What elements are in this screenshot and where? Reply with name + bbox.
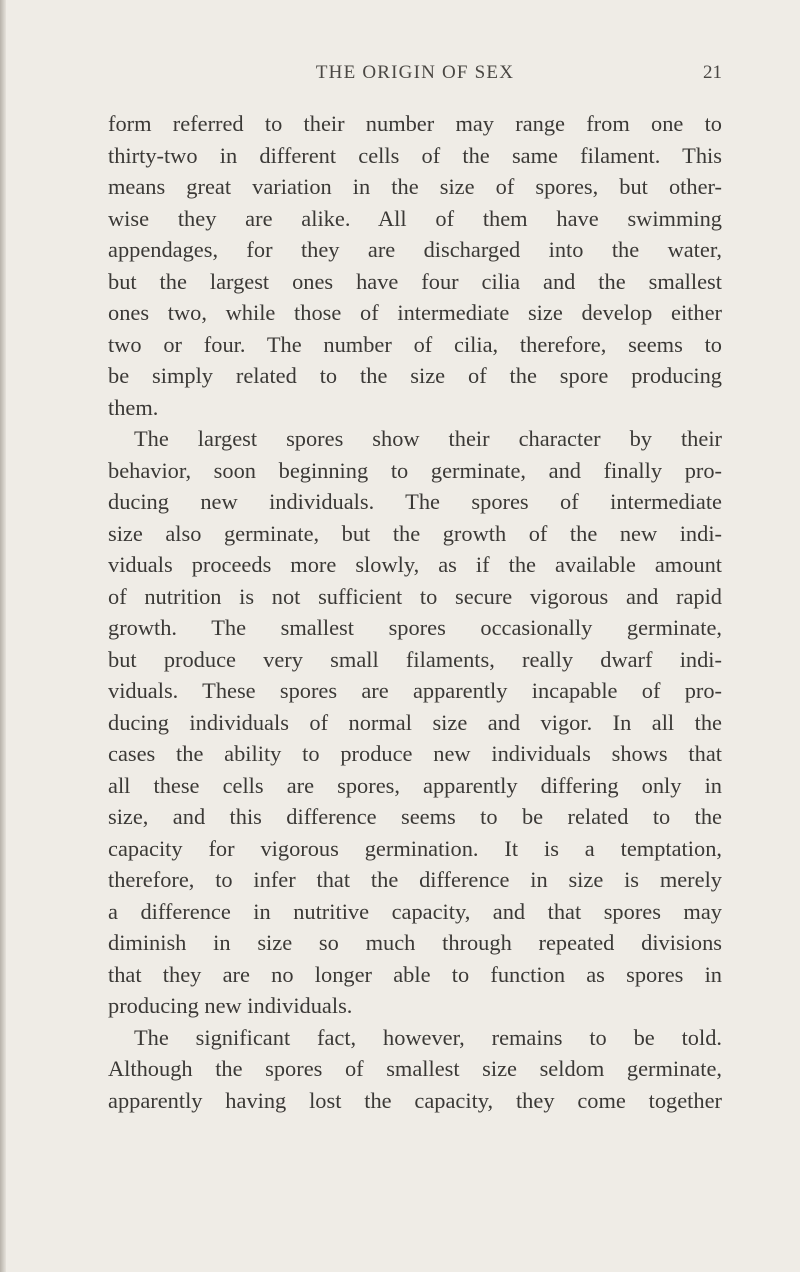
text-line: size also germinate, but the growth of the new indi-: [108, 520, 722, 546]
text-line: all these cells are spores, apparently differing only in: [108, 772, 722, 798]
text-line: ducing individuals of normal size and vigor. In all the: [108, 709, 722, 735]
text-line: viduals. These spores are apparently incapable of pro-: [108, 678, 722, 703]
text-line: thirty-two in different cells of the same filament. This: [108, 142, 722, 168]
text-line: ducing new individuals. The spores of intermediate: [108, 489, 722, 514]
text-line: The significant fact, however, remains to be told.: [134, 1024, 722, 1050]
text-line: cases the ability to produce new individuals shows that: [108, 741, 722, 766]
text-line: capacity for vigorous germination. It is a temptation,: [108, 835, 722, 861]
text-line: ones two, while those of intermediate size develop either: [108, 300, 722, 325]
text-line: form referred to their number may range from one to: [108, 111, 722, 136]
text-line: two or four. The number of cilia, therefore, seems to: [108, 331, 722, 357]
running-title: THE ORIGIN OF SEX: [315, 62, 515, 83]
text-line: be simply related to the size of the spore producing: [108, 363, 722, 388]
text-line: means great variation in the size of spores, but other-: [108, 174, 722, 199]
text-line: producing new individuals.: [108, 993, 353, 1018]
text-line: growth. The smallest spores occasionally germinate,: [108, 615, 722, 640]
text-line: wise they are alike. All of them have swimming: [108, 205, 722, 231]
text-line: but the largest ones have four cilia and the smallest: [108, 268, 722, 294]
paragraph: [108, 1022, 722, 1117]
text-line: appendages, for they are discharged into the water,: [108, 237, 722, 262]
text-line: that they are no longer able to function as spores in: [108, 961, 722, 987]
text-line: apparently having lost the capacity, they come together: [108, 1087, 722, 1113]
text-line: size, and this difference seems to be related to the: [108, 804, 722, 829]
body-text: [108, 108, 722, 1116]
text-line: viduals proceeds more slowly, as if the available amount: [108, 552, 722, 577]
running-head: [108, 62, 722, 92]
page-number: 21: [703, 62, 722, 83]
text-line: therefore, to infer that the difference in size is merely: [108, 867, 722, 892]
text-line: them.: [108, 394, 159, 420]
text-line: Although the spores of smallest size seldom germinate,: [108, 1056, 722, 1081]
paragraph: [108, 108, 722, 423]
paragraph: [108, 423, 722, 1022]
text-line: behavior, soon beginning to germinate, and finally pro-: [108, 457, 722, 483]
text-line: a difference in nutritive capacity, and that spores may: [108, 898, 722, 924]
text-line: but produce very small filaments, really dwarf indi-: [108, 646, 722, 672]
text-line: diminish in size so much through repeated divisions: [108, 930, 722, 955]
text-line: of nutrition is not sufficient to secure vigorous and rapid: [108, 583, 722, 609]
text-line: The largest spores show their character by their: [134, 426, 722, 451]
